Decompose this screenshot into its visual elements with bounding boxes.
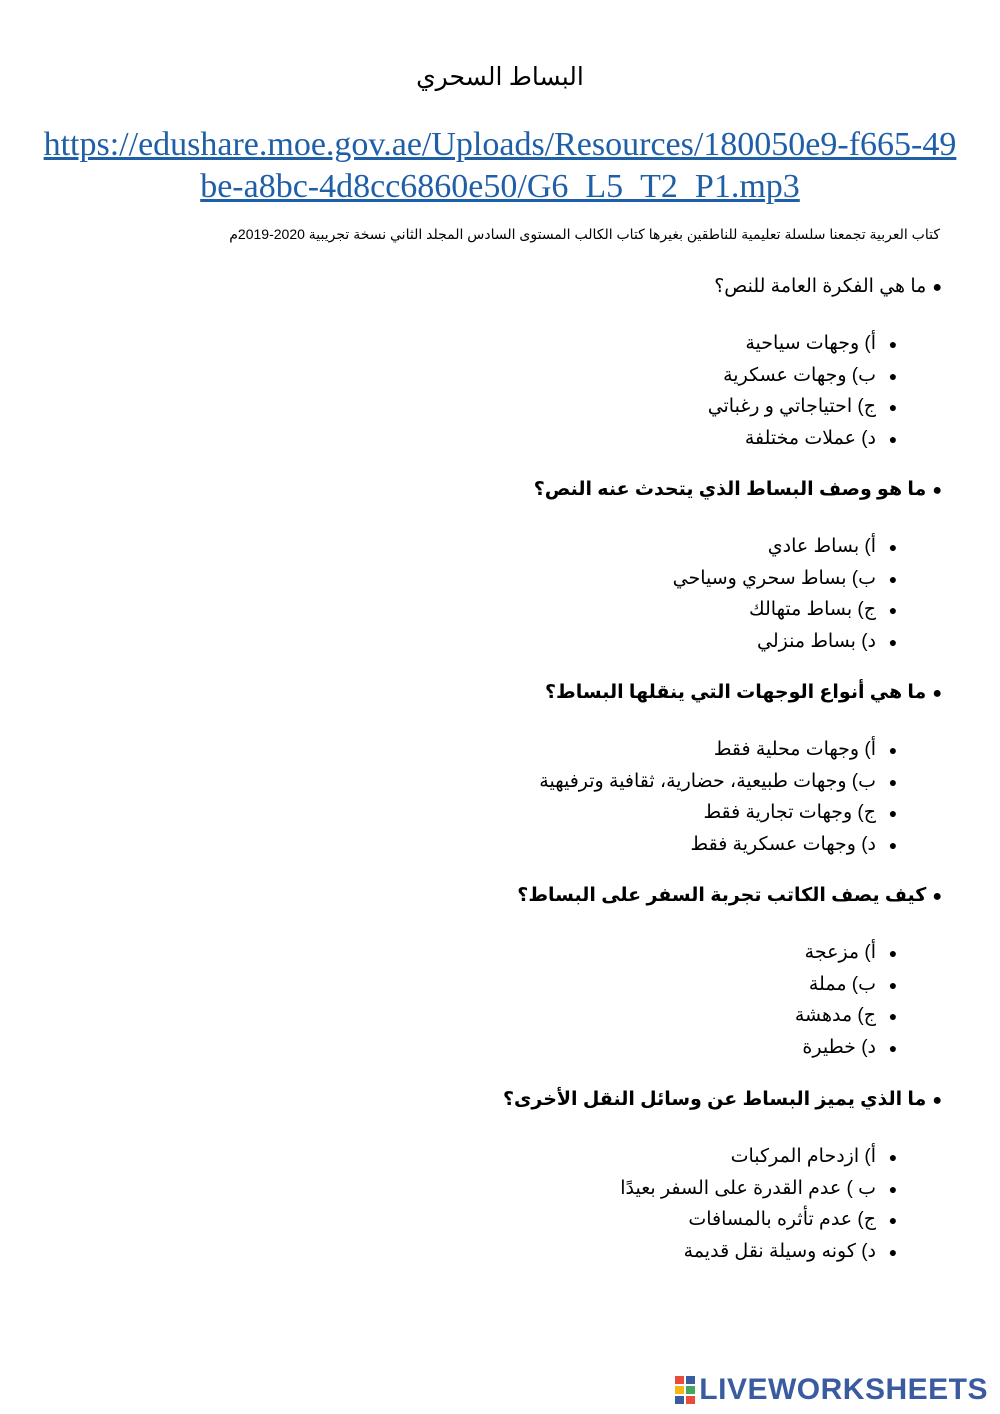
question-text: كيف يصف الكاتب تجربة السفر على البساط؟ — [517, 885, 927, 906]
options-list-1 — [708, 328, 910, 454]
logo-text: LIVEWORKSHEETS — [699, 1373, 988, 1406]
question-3 — [545, 681, 942, 704]
option-item: ●ب) مملة — [795, 969, 910, 1001]
bullet-icon: ● — [888, 570, 898, 587]
bullet-icon: ● — [932, 482, 942, 499]
bullet-icon: ● — [888, 1243, 898, 1260]
liveworksheets-logo — [675, 1372, 988, 1408]
bullet-icon: ● — [888, 945, 898, 961]
options-list-3 — [539, 734, 910, 860]
bullet-icon: ● — [888, 430, 898, 447]
bullet-icon: ● — [888, 336, 898, 352]
option-item: ●د) عملات مختلفة — [708, 423, 910, 455]
bullet-icon: ● — [888, 742, 898, 758]
bullet-icon: ● — [932, 888, 942, 905]
option-item: ●د) وجهات عسكرية فقط — [539, 829, 910, 861]
option-item: ●أ) وجهات محلية فقط — [539, 734, 910, 766]
question-4 — [517, 884, 942, 907]
option-item: ●أ) مزعجة — [795, 937, 910, 969]
question-2 — [534, 478, 942, 501]
option-item: ●أ) ازدحام المركبات — [620, 1141, 910, 1173]
bullet-icon: ● — [932, 279, 942, 296]
option-item: ●ج) وجهات تجارية فقط — [539, 797, 910, 829]
option-item: ●ج) احتياجاتي و رغباتي — [708, 391, 910, 423]
bullet-icon: ● — [888, 1149, 898, 1165]
question-5 — [503, 1088, 942, 1111]
option-item: ●د) بساط منزلي — [673, 626, 910, 658]
option-item: ●أ) وجهات سياحية — [708, 328, 910, 360]
option-item: ●د) خطيرة — [795, 1032, 910, 1064]
bullet-icon: ● — [888, 836, 898, 853]
options-list-4 — [795, 937, 910, 1063]
bullet-icon: ● — [888, 1212, 898, 1228]
question-text: ما الذي يميز البساط عن وسائل النقل الأخرى؟ — [502, 1089, 927, 1110]
bullet-icon: ● — [932, 1092, 942, 1109]
bullet-icon: ● — [888, 539, 898, 555]
question-text: ما هو وصف البساط الذي يتحدث عنه النص؟ — [533, 479, 927, 500]
option-item: ●ب) وجهات عسكرية — [708, 360, 910, 392]
bullet-icon: ● — [888, 1180, 898, 1197]
bullet-icon: ● — [932, 685, 942, 702]
logo-icon — [675, 1376, 695, 1404]
source-citation: كتاب العربية تجمعنا سلسلة تعليمية للناطقين بغيرها كتاب الكالب المستوى السادس المجلد الثاني نسخة تجريبية 2020-2019م — [229, 226, 940, 242]
option-item: ●ب) بساط سحري وسياحي — [673, 563, 910, 595]
options-list-2 — [673, 531, 910, 657]
option-item: ●ج) بساط متهالك — [673, 594, 910, 626]
bullet-icon: ● — [888, 602, 898, 618]
options-list-5 — [620, 1141, 910, 1267]
question-1 — [714, 275, 942, 298]
bullet-icon: ● — [888, 773, 898, 790]
bullet-icon: ● — [888, 976, 898, 993]
bullet-icon: ● — [888, 367, 898, 384]
option-item: ●أ) بساط عادي — [673, 531, 910, 563]
bullet-icon: ● — [888, 1039, 898, 1056]
option-item: ●ب ) عدم القدرة على السفر بعيدًا — [620, 1173, 910, 1205]
option-item: ●ج) عدم تأثره بالمسافات — [620, 1204, 910, 1236]
option-item: ●ج) مدهشة — [795, 1000, 910, 1032]
audio-link[interactable]: https://edushare.moe.gov.ae/Uploads/Resources/180050e9-f665-49be-a8bc-4d8cc6860e50/G6_L5_T2_P1.mp3 — [43, 126, 957, 205]
document-title: البساط السحري — [416, 64, 584, 91]
bullet-icon: ● — [888, 805, 898, 821]
question-text: ما هي الفكرة العامة للنص؟ — [714, 276, 927, 297]
bullet-icon: ● — [888, 633, 898, 650]
option-item: ●ب) وجهات طبيعية، حضارية، ثقافية وترفيهية — [539, 766, 910, 798]
option-item: ●د) كونه وسيلة نقل قديمة — [620, 1236, 910, 1268]
bullet-icon: ● — [888, 399, 898, 415]
bullet-icon: ● — [888, 1008, 898, 1024]
question-text: ما هي أنواع الوجهات التي ينقلها البساط؟ — [545, 682, 927, 703]
